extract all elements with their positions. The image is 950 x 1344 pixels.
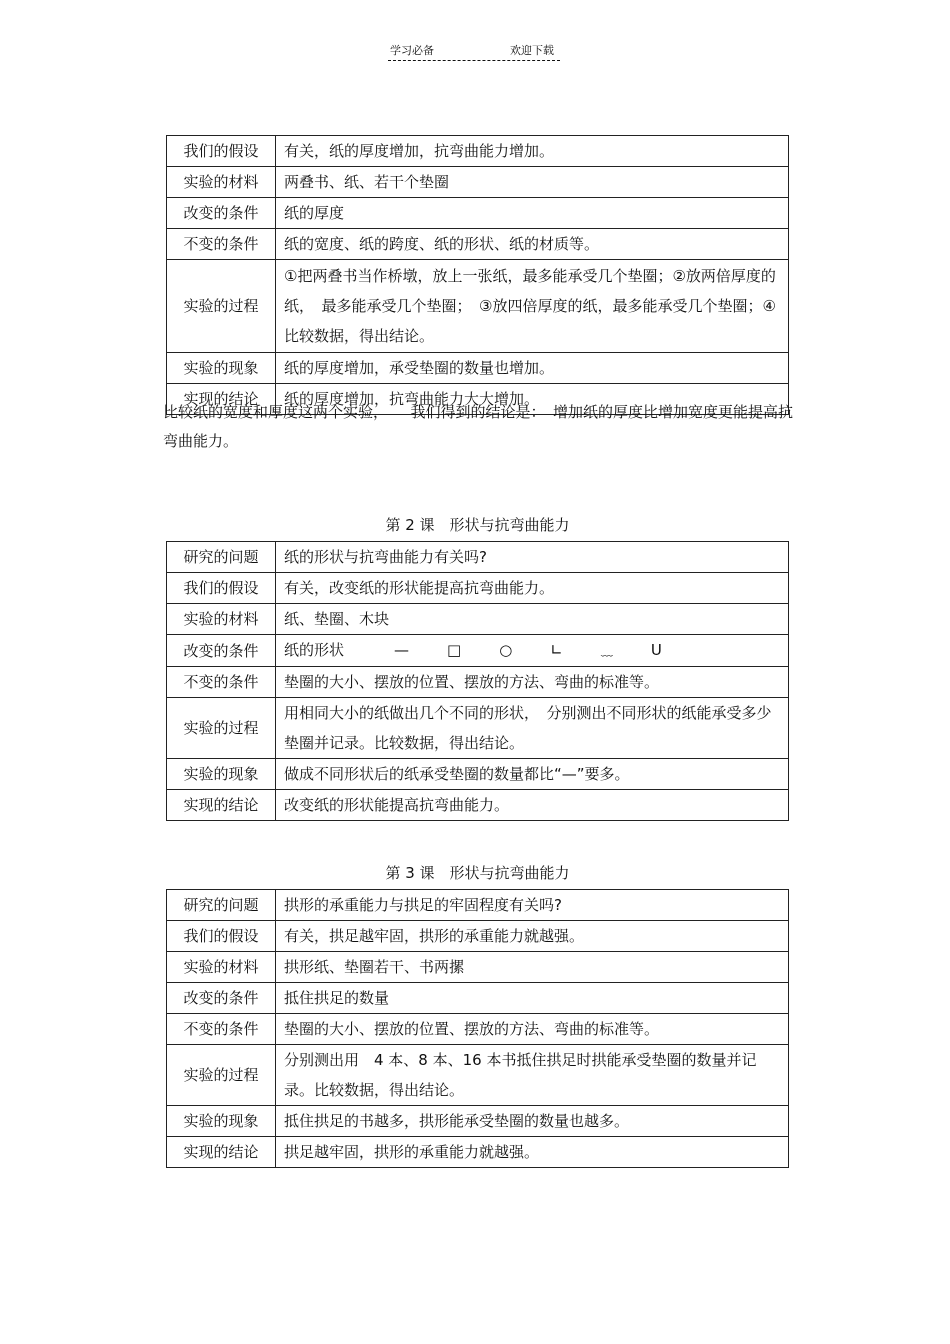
table-row [167,759,789,790]
table-row [167,604,789,635]
row-value: 做成不同形状后的纸承受垫圈的数量都比“—”要多。 [276,759,789,790]
table-row [167,229,789,260]
row-key: 实验的过程 [167,1045,276,1106]
header-dashed-rule [388,60,560,61]
table-row [167,635,789,667]
row-value [276,635,789,667]
row-key: 改变的条件 [167,635,276,667]
row-value: 垫圈的大小、摆放的位置、摆放的方法、弯曲的标准等。 [276,667,789,698]
table-row [167,890,789,921]
row-key: 不变的条件 [167,1014,276,1045]
table-row [167,667,789,698]
row-value: 抵住拱足的数量 [276,983,789,1014]
table-row [167,790,789,821]
row-key: 不变的条件 [167,667,276,698]
row-value: 纸、垫圈、木块 [276,604,789,635]
table-row [167,198,789,229]
header-right-text: 欢迎下载 [510,44,554,57]
row-key: 我们的假设 [167,573,276,604]
table-row [167,573,789,604]
row-key: 实验的材料 [167,167,276,198]
table-row [167,1045,789,1106]
row-key: 实验的现象 [167,1106,276,1137]
row-value: ①把两叠书当作桥墩，放上一张纸，最多能承受几个垫圈；②放两倍厚度的纸， 最多能承受几个垫圈； ③放四倍厚度的纸，最多能承受几个垫圈；④比较数据，得出结论。 [276,260,789,353]
row-key: 实现的结论 [167,1137,276,1168]
header-left-text: 学习必备 [390,44,434,57]
table-row [167,983,789,1014]
row-value: 分别测出用 4 本、8 本、16 本书抵住拱足时拱能承受垫圈的数量并记录。比较数据，得出结论。 [276,1045,789,1106]
row-value: 有关，改变纸的形状能提高抗弯曲能力。 [276,573,789,604]
row-value: 抵住拱足的书越多，拱形能承受垫圈的数量也越多。 [276,1106,789,1137]
table-row [167,698,789,759]
row-value: 纸的厚度 [276,198,789,229]
row-key: 我们的假设 [167,921,276,952]
row-key: 研究的问题 [167,890,276,921]
row-key: 实验的材料 [167,952,276,983]
row-key: 我们的假设 [167,136,276,167]
table-row [167,921,789,952]
row-value-text: 纸的形状 [284,641,345,659]
row-value: 垫圈的大小、摆放的位置、摆放的方法、弯曲的标准等。 [276,1014,789,1045]
row-value: 纸的形状与抗弯曲能力有关吗? [276,542,789,573]
table-row [167,167,789,198]
lesson1-conclusion: 比较纸的宽度和厚度这两个实验， 我们得到的结论是： 增加纸的厚度比增加宽度更能提高抗弯曲能力。 [163,403,794,450]
row-key: 实验的现象 [167,353,276,384]
table-row [167,952,789,983]
table-row [167,260,789,353]
row-key: 不变的条件 [167,229,276,260]
lesson3-table [166,889,789,1168]
square-shape-icon: □ [447,641,462,659]
row-value: 两叠书、纸、若干个垫圈 [276,167,789,198]
table-row [167,136,789,167]
line-shape-icon: — [394,641,410,659]
row-value: 有关，拱足越牢固，拱形的承重能力就越强。 [276,921,789,952]
row-key: 实验的现象 [167,759,276,790]
wave-shape-icon: ﹏ [600,644,613,658]
row-value: 有关，纸的厚度增加，抗弯曲能力增加。 [276,136,789,167]
row-key: 改变的条件 [167,983,276,1014]
lesson2-table [166,541,789,821]
row-key: 实验的过程 [167,260,276,353]
row-value: 用相同大小的纸做出几个不同的形状， 分别测出不同形状的纸能承受多少垫圈并记录。比较数据，得出结论。 [276,698,789,759]
row-value: 纸的厚度增加，抗弯曲能力大大增加。 [276,384,789,415]
lesson1-table [166,135,789,415]
table-row [167,353,789,384]
table-row [167,1014,789,1045]
row-value: 纸的厚度增加，承受垫圈的数量也增加。 [276,353,789,384]
row-value: 改变纸的形状能提高抗弯曲能力。 [276,790,789,821]
circle-shape-icon: ○ [499,641,513,659]
row-key: 实现的结论 [167,790,276,821]
u-shape-icon: U [650,641,662,659]
row-value: 拱足越牢固，拱形的承重能力就越强。 [276,1137,789,1168]
row-key: 实现的结论 [167,384,276,415]
table-row [167,542,789,573]
row-value: 纸的宽度、纸的跨度、纸的形状、纸的材质等。 [276,229,789,260]
row-key: 实验的材料 [167,604,276,635]
row-key: 改变的条件 [167,198,276,229]
lesson2-title: 第 2 课 形状与抗弯曲能力 [385,516,570,534]
table-row [167,1106,789,1137]
row-key: 实验的过程 [167,698,276,759]
lesson3-title: 第 3 课 形状与抗弯曲能力 [385,864,570,882]
angle-shape-icon: ∟ [550,641,563,659]
table-row [167,1137,789,1168]
row-value: 拱形纸、垫圈若干、书两摞 [276,952,789,983]
row-value: 拱形的承重能力与拱足的牢固程度有关吗? [276,890,789,921]
row-key: 研究的问题 [167,542,276,573]
